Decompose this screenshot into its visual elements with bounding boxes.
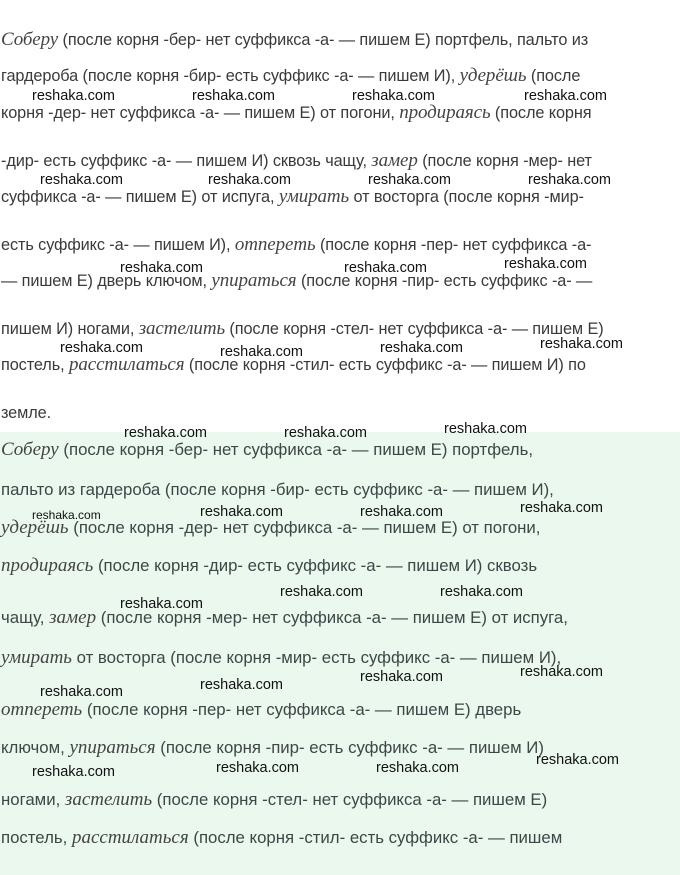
watermark-text: reshaka.com <box>200 677 284 693</box>
text-segment: (после корня -мер- нет суффикса -а- — пишем Е) от испуга, <box>96 608 568 627</box>
highlighted-word: упираться <box>211 270 297 291</box>
text-line <box>1 518 680 538</box>
text-line <box>1 608 680 628</box>
watermark-text: reshaka.com <box>200 504 284 520</box>
watermark-text: reshaka.com <box>360 669 444 685</box>
watermark-text: reshaka.com <box>440 584 524 600</box>
text-line <box>1 440 680 460</box>
highlighted-word: замер <box>49 607 97 628</box>
text-line <box>1 403 680 423</box>
watermark-text: reshaka.com <box>220 344 304 360</box>
text-line <box>1 103 680 123</box>
text-segment: земле. <box>1 404 52 422</box>
text-segment: ногами, <box>1 790 65 809</box>
text-line <box>1 480 680 500</box>
watermark-text: reshaka.com <box>60 340 144 356</box>
highlighted-word: удерёшь <box>1 517 69 538</box>
highlighted-word: продираясь <box>399 102 491 123</box>
text-segment: от восторга (после корня -мир- есть суффикс -а- — пишем И), <box>71 648 562 667</box>
text-segment: (после корня -стел- нет суффикса -а- — пишем Е) <box>152 790 548 809</box>
watermark-text: reshaka.com <box>32 764 116 780</box>
watermark-text: reshaka.com <box>504 256 588 272</box>
text-segment: (после <box>526 67 581 85</box>
text-segment: постель, <box>1 356 69 374</box>
text-segment: постель, <box>1 828 72 847</box>
watermark-text: reshaka.com <box>528 172 612 188</box>
text-segment: от восторга (после корня -мир- <box>349 188 584 206</box>
watermark-text: reshaka.com <box>124 425 208 441</box>
highlighted-word: застелить <box>138 318 225 339</box>
highlighted-word: удерёшь <box>459 65 527 86</box>
text-line <box>1 187 680 207</box>
text-segment: корня -дер- нет суффикса -а- — пишем Е) от погони, <box>1 104 400 122</box>
watermark-text: reshaka.com <box>536 752 620 768</box>
watermark-text: reshaka.com <box>32 88 116 104</box>
text-segment: ключом, <box>1 738 70 757</box>
highlighted-word: умирать <box>278 186 350 207</box>
text-segment: (после корня -мер- нет <box>417 152 592 170</box>
text-segment: (после корня -дер- нет суффикса -а- — пишем Е) от погони, <box>68 518 541 537</box>
text-segment: чащу, <box>1 608 50 627</box>
watermark-text: reshaka.com <box>216 760 300 776</box>
watermark-text: reshaka.com <box>344 260 428 276</box>
text-segment: есть суффикс -а- — пишем И), <box>1 236 235 254</box>
text-line <box>1 355 680 375</box>
text-segment: (после корня <box>490 104 592 122</box>
watermark-text: reshaka.com <box>352 88 436 104</box>
highlighted-word: Соберу <box>1 439 59 460</box>
text-segment: -дир- есть суффикс -а- — пишем И) сквозь чащу, <box>1 152 372 170</box>
highlighted-word: расстилаться <box>68 354 185 375</box>
text-segment: — пишем Е) дверь ключом, <box>1 272 212 290</box>
highlighted-word: отперeть <box>234 234 316 255</box>
watermark-text: reshaka.com <box>32 508 101 522</box>
watermark-text: reshaka.com <box>520 664 604 680</box>
text-line <box>1 700 680 720</box>
highlighted-word: расстилаться <box>71 827 189 848</box>
highlighted-word: Соберу <box>1 29 59 50</box>
text-line <box>1 790 680 810</box>
watermark-text: reshaka.com <box>280 584 364 600</box>
text-segment: (после корня -бер- нет суффикса -а- — пишем Е) портфель, пальто из <box>58 31 589 49</box>
text-segment: пальто из гардероба (после корня -бир- есть суффикс -а- — пишем И), <box>1 480 554 499</box>
text-segment: (после корня -дир- есть суффикс -а- — пишем И) сквозь <box>93 556 538 575</box>
watermark-text: reshaka.com <box>40 684 124 700</box>
watermark-text: reshaka.com <box>524 88 608 104</box>
text-line <box>1 30 680 50</box>
answer-block-highlighted <box>0 432 680 875</box>
text-segment: (после корня -бер- нет суффикса -а- — пишем Е) портфель, <box>58 440 533 459</box>
text-line <box>1 556 680 576</box>
text-line <box>1 235 680 255</box>
watermark-text: reshaka.com <box>120 260 204 276</box>
highlighted-word: упираться <box>69 737 156 758</box>
answer-block-plain <box>0 0 680 432</box>
watermark-text: reshaka.com <box>376 760 460 776</box>
text-segment: (после корня -пир- есть суффикс -а- — <box>296 272 593 290</box>
watermark-text: reshaka.com <box>192 88 276 104</box>
watermark-text: reshaka.com <box>208 172 292 188</box>
watermark-text: reshaka.com <box>368 172 452 188</box>
watermark-text: reshaka.com <box>444 421 528 437</box>
highlighted-word: замер <box>371 150 418 171</box>
watermark-text: reshaka.com <box>520 500 604 516</box>
text-line <box>1 828 680 848</box>
watermark-text: reshaka.com <box>380 340 464 356</box>
text-segment: (после корня -стил- есть суффикс -а- — пишем <box>188 828 563 847</box>
text-line <box>1 66 680 86</box>
watermark-text: reshaka.com <box>284 425 368 441</box>
text-segment: гардероба (после корня -бир- есть суффикс -а- — пишем И), <box>1 67 460 85</box>
highlighted-word: продираясь <box>1 555 94 576</box>
text-segment: (после корня -стел- нет суффикса -а- — пишем Е) <box>225 320 604 338</box>
watermark-text: reshaka.com <box>360 504 444 520</box>
text-segment: (после корня -стил- есть суффикс -а- — пишем И) по <box>184 356 586 374</box>
text-line <box>1 151 680 171</box>
watermark-text: reshaka.com <box>40 172 124 188</box>
highlighted-word: застелить <box>64 789 153 810</box>
text-segment: (после корня -пер- нет суффикса -а- <box>315 236 592 254</box>
watermark-text: reshaka.com <box>540 336 624 352</box>
text-segment: пишем И) ногами, <box>1 320 139 338</box>
text-segment: (после корня -пир- есть суффикс -а- — пишем И) <box>155 738 544 757</box>
text-line <box>1 271 680 291</box>
highlighted-word: умирать <box>1 647 72 668</box>
watermark-text: reshaka.com <box>120 596 204 612</box>
highlighted-word: отпереть <box>1 699 83 720</box>
text-segment: суффикса -а- — пишем Е) от испуга, <box>1 188 279 206</box>
text-segment: (после корня -пер- нет суффикса -а- — пишем Е) дверь <box>82 700 522 719</box>
